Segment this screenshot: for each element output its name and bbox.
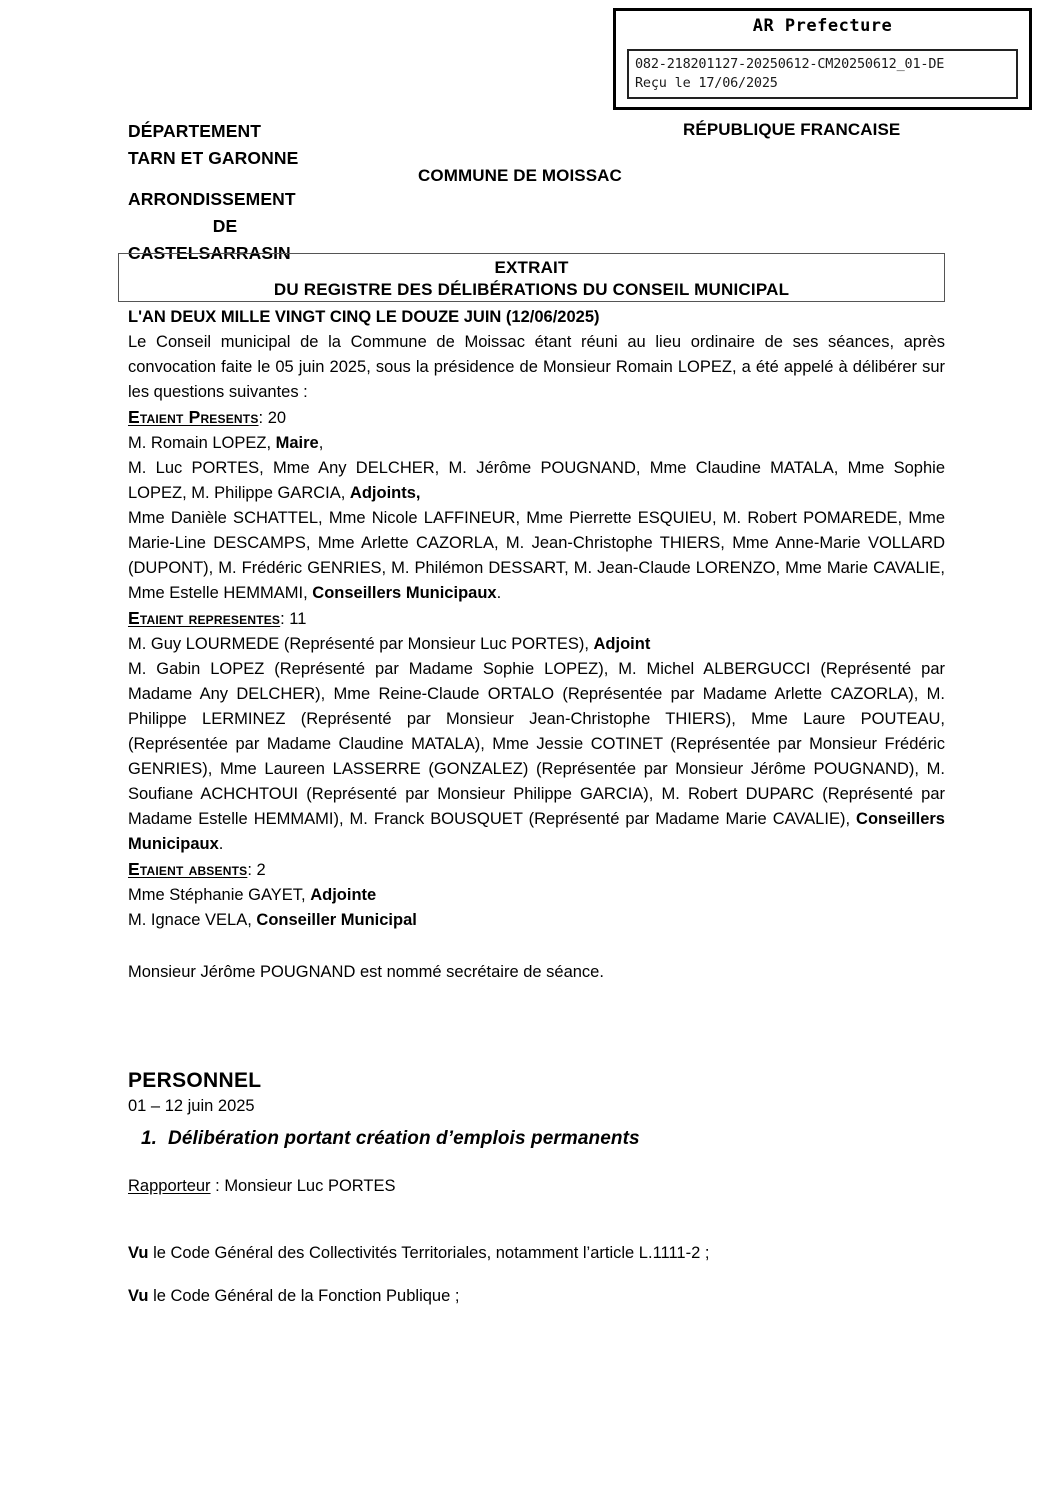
vu-1-lead: Vu	[128, 1244, 149, 1262]
republic-heading: RÉPUBLIQUE FRANCAISE	[683, 120, 901, 139]
presents-count: : 20	[258, 409, 287, 427]
arrondissement-name: CASTELSARRASIN	[128, 243, 291, 263]
presents-heading: Etaient Presents	[128, 407, 259, 427]
arrondissement-de: DE	[212, 216, 238, 236]
presents-heading-row	[128, 405, 945, 431]
presents-adjoints-row	[128, 456, 945, 506]
department-name: TARN ET GARONNE	[128, 148, 299, 168]
secretary-statement: Monsieur Jérôme POUGNAND est nommé secrétaire de séance.	[128, 963, 604, 981]
session-date-title: L'AN DEUX MILLE VINGT CINQ LE DOUZE JUIN (12/06/2025)	[128, 308, 600, 326]
vu-2-text: le Code Général de la Fonction Publique ;	[148, 1287, 460, 1305]
consideration-vu-2	[128, 1287, 459, 1306]
absent-1-name: Mme Stéphanie GAYET,	[128, 886, 311, 904]
represented-conseillers-punct: .	[218, 835, 224, 853]
represented-conseillers-role: Conseillers Municipaux	[128, 810, 945, 853]
ar-stamp-received-date: Reçu le 17/06/2025	[635, 75, 778, 91]
represented-conseillers-names: M. Gabin LOPEZ (Représenté par Madame Sophie LOPEZ), M. Michel ALBERGUCCI (Représenté par Madame Any DELCHER), Mme Reine-Claude ORTALO (Représentée par Madame Arlette CAZORLA), M. Philippe LERMINEZ (Représenté par Monsieur Jean-Christophe THIERS), Mme Laure POUTEAU, (Représentée par Madame Claudine MATALA), Mme Jessie COTINET (Représentée par Monsieur Frédéric GENRIES), Mme Laureen LASSERRE (GONZALEZ) (Représentée par Monsieur Jérôme POUGNAND), M. Soufiane ACHCHTOUI (Représenté par Monsieur Philippe GARCIA), M. Robert DUPARC (Représenté par Madame Estelle HEMMAMI), M. Franck BOUSQUET (Représenté par Madame Marie CAVALIE),	[128, 660, 945, 828]
extrait-title-box	[118, 253, 945, 302]
represented-count: : 11	[280, 610, 307, 628]
ar-stamp-details	[627, 49, 1018, 99]
item-title-text: Délibération portant création d’emplois permanents	[168, 1128, 640, 1149]
consideration-vu-1	[128, 1244, 709, 1263]
maire-name: M. Romain LOPEZ,	[128, 434, 276, 452]
arrondissement-label: ARRONDISSEMENT	[128, 189, 296, 209]
absent-2-role: Conseiller Municipal	[256, 911, 417, 929]
absent-person-1	[128, 883, 945, 908]
presents-maire-row	[128, 431, 945, 456]
absents-count: : 2	[247, 861, 266, 879]
represented-adjoint-role: Adjoint	[593, 635, 651, 653]
vu-1-text: le Code Général des Collectivités Territoriales, notamment l’article L.1111-2 ;	[148, 1244, 710, 1262]
ar-stamp-reference: 082-218201127-20250612-CM20250612_01-DE	[635, 56, 945, 72]
adjoints-names: M. Luc PORTES, Mme Any DELCHER, M. Jérôme POUGNAND, Mme Claudine MATALA, Mme Sophie LOPEZ, M. Philippe GARCIA,	[128, 459, 945, 502]
represented-adjoint-row	[128, 632, 945, 657]
department-label: DÉPARTEMENT	[128, 121, 261, 141]
deliberation-body	[128, 305, 945, 933]
absents-heading: Etaient absents	[128, 859, 248, 879]
presents-conseillers-role: Conseillers Municipaux	[312, 584, 497, 602]
vu-2-lead: Vu	[128, 1287, 149, 1305]
presents-conseillers-row	[128, 506, 945, 606]
personnel-section-title: PERSONNEL	[128, 1069, 262, 1092]
ar-stamp-title: AR Prefecture	[752, 16, 893, 36]
rapporteur-row	[128, 1177, 396, 1196]
rapporteur-label: Rapporteur	[128, 1177, 211, 1195]
absent-1-role: Adjointe	[310, 886, 377, 904]
represented-adjoint-name: M. Guy LOURMEDE (Représenté par Monsieur Luc PORTES),	[128, 635, 594, 653]
convocation-paragraph: Le Conseil municipal de la Commune de Moissac étant réuni au lieu ordinaire de ses séances, après convocation faite le 05 juin 2025, sous la présidence de Monsieur Romain LOPEZ, a été appelé à délibérer sur les questions suivantes :	[128, 333, 945, 401]
extrait-subtitle: DU REGISTRE DES DÉLIBÉRATIONS DU CONSEIL MUNICIPAL	[273, 280, 790, 299]
adjoints-role: Adjoints,	[349, 484, 421, 502]
rapporteur-value: : Monsieur Luc PORTES	[210, 1177, 396, 1195]
absents-heading-row	[128, 857, 945, 883]
presents-conseillers-names: Mme Danièle SCHATTEL, Mme Nicole LAFFINEUR, Mme Pierrette ESQUIEU, M. Robert POMAREDE, Mme Marie-Line DESCAMPS, Mme Arlette CAZORLA, M. Jean-Christophe THIERS, Mme Anne-Marie VOLLARD (DUPONT), M. Frédéric GENRIES, M. Philémon DESSART, M. Jean-Claude LORENZO, Mme Marie CAVALIE, Mme Estelle HEMMAMI,	[128, 509, 945, 602]
presents-conseillers-punct: .	[496, 584, 502, 602]
represented-conseillers-row	[128, 657, 945, 857]
personnel-reference-date: 01 – 12 juin 2025	[128, 1097, 255, 1115]
absent-person-2	[128, 908, 945, 933]
maire-role: Maire	[275, 434, 319, 452]
department-heading	[128, 118, 298, 172]
deliberation-item-title	[141, 1128, 640, 1150]
item-number: 1.	[141, 1128, 158, 1149]
extrait-label: EXTRAIT	[494, 258, 569, 277]
ar-prefecture-stamp	[613, 8, 1032, 110]
maire-punct: ,	[318, 434, 324, 452]
represented-heading-row	[128, 606, 945, 632]
absent-2-name: M. Ignace VELA,	[128, 911, 257, 929]
commune-heading: COMMUNE DE MOISSAC	[418, 166, 622, 185]
represented-heading: Etaient representes	[128, 608, 281, 628]
